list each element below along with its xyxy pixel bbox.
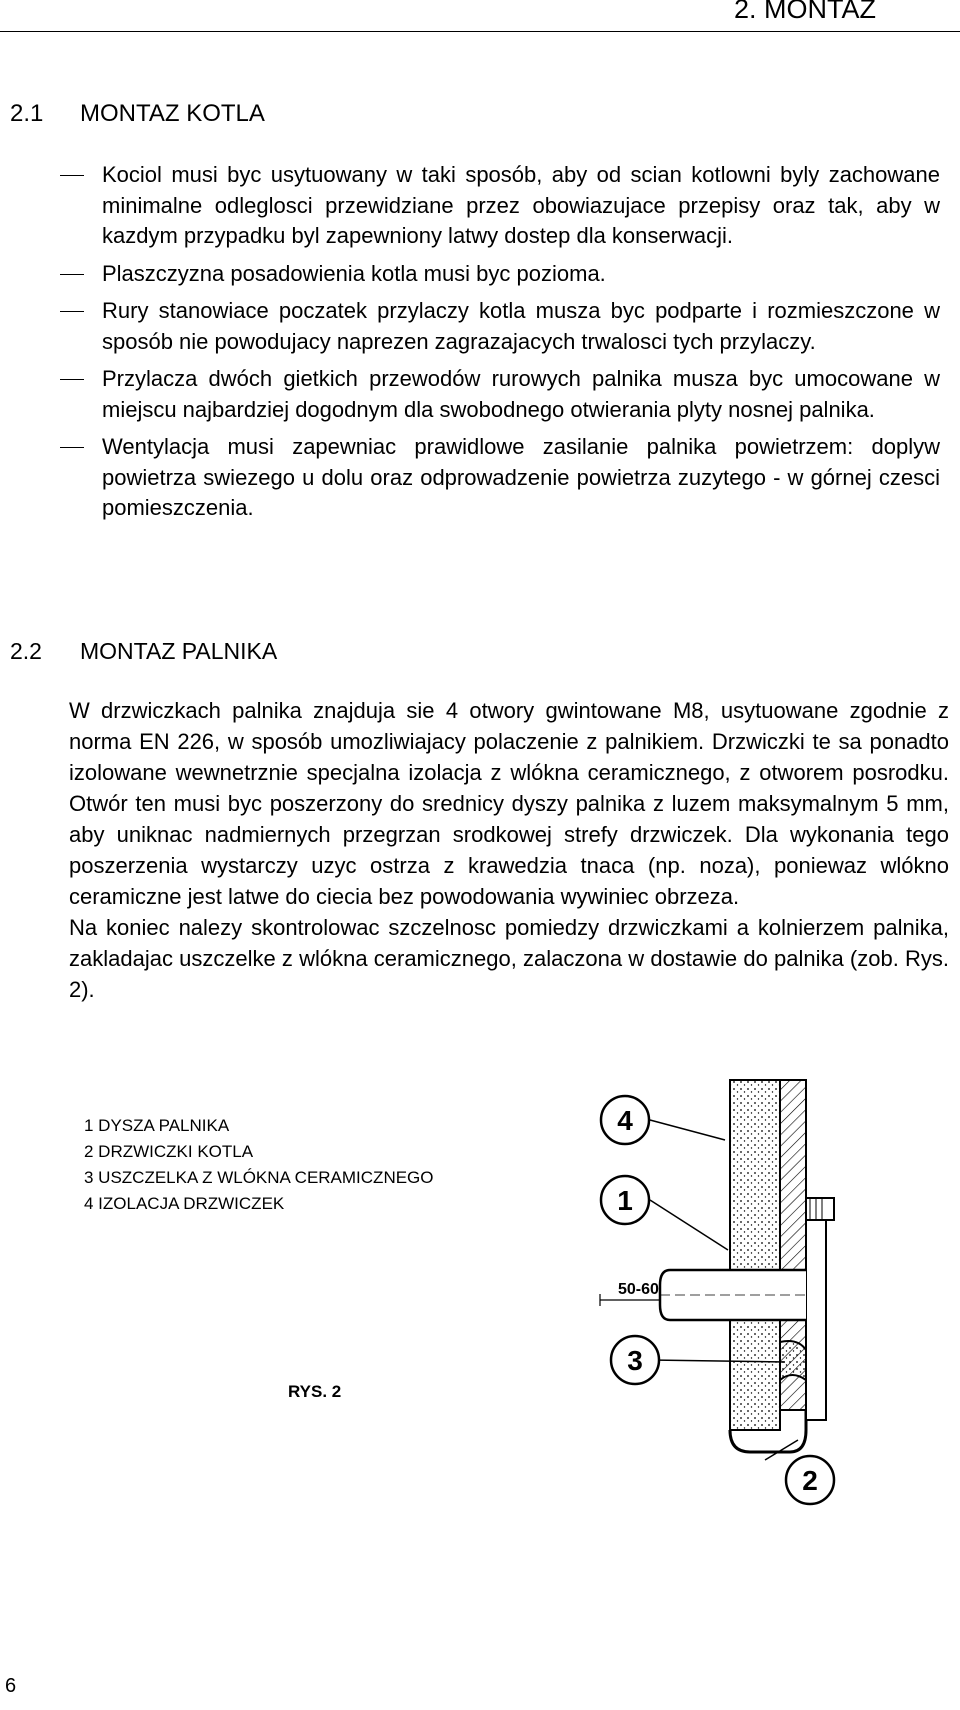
dash-bullet-icon [60, 274, 84, 275]
section-title: MONTAZ KOTLA [80, 100, 265, 127]
header-rule [0, 31, 960, 32]
list-item [60, 259, 940, 290]
section-heading-montaz-kotla [10, 100, 265, 128]
legend-item: 2 DRZWICZKI KOTLA [84, 1142, 254, 1161]
callout-label: 2 [802, 1465, 818, 1496]
list-item [60, 432, 940, 524]
dimension-label: 50-60 [618, 1281, 659, 1298]
legend-item: 1 DYSZA PALNIKA [84, 1116, 230, 1135]
list-item-text: Wentylacja musi zapewniac prawidlowe zasilanie palnika powietrzem: doplyw powietrza swiezego u dolu oraz odprowadzenie powietrza zuzytego - w górnej czesci pomieszczenia. [102, 434, 940, 520]
callout-label: 1 [617, 1185, 633, 1216]
callout-label: 4 [617, 1105, 633, 1136]
figure-legend [84, 1113, 434, 1217]
burner-door-section-drawing [617, 1080, 950, 1560]
page-number: 6 [5, 1675, 17, 1697]
section-heading-montaz-palnika [10, 638, 277, 665]
section-number: 2.1 [10, 100, 44, 127]
callout-label: 3 [627, 1345, 643, 1376]
chapter-title: 2. MONTAZ [733, 0, 876, 24]
list-item-text: Przylacza dwóch gietkich przewodów rurowych palnika musza byc umocowane w miejscu najbardziej dogodnym dla swobodnego otwierania plyty nosnej palnika. [102, 366, 940, 422]
paragraph: W drzwiczkach palnika znajduja sie 4 otwory gwintowane M8, usytuowane zgodnie z norma EN 226, w sposób umozliwiajacy polaczenie z palnikiem. Drzwiczki te sa ponadto izolowane wewnetrznie specjalna izolacja z wlókna ceramicznego, z otworem posrodku. Otwór ten musi byc poszerzony do srednicy dyszy palnika z luzem maksymalnym 5 mm, aby uniknac nadmiernych przegrzan srodkowej strefy drzwiczek. Dla wykonania tego poszerzenia wystarczy uzyc ostrza z krawedzia tnaca (np. noza), poniewaz wlókno ceramiczne jest latwe do ciecia bez powodowania wywiniec obrzeza. [69, 698, 949, 909]
list-item-text: Plaszczyzna posadowienia kotla musi byc pozioma. [102, 260, 606, 286]
section-title: MONTAZ PALNIKA [80, 638, 278, 664]
boiler-installation-list [60, 160, 940, 531]
burner-flange [806, 1220, 826, 1420]
list-item [60, 296, 940, 357]
list-item-text: Rury stanowiace poczatek przylaczy kotla musza byc podparte i rozmieszczone w sposób nie powodujacy naprezen zagrazajacych trwalosci tych przylaczy. [102, 298, 940, 354]
legend-item: 4 IZOLACJA DRZWICZEK [84, 1194, 285, 1213]
list-item [60, 160, 940, 252]
ceramic-gasket [780, 1341, 806, 1380]
figure-caption: RYS. 2 [288, 1382, 342, 1401]
dash-bullet-icon [60, 311, 84, 312]
legend-item: 3 USZCZELKA Z WLÓKNA CERAMICZNEGO [84, 1168, 434, 1187]
paragraph: Na koniec nalezy skontrolowac szczelnosc pomiedzy drzwiczkami a kolnierzem palnika, zakladajac uszczelke z wlókna ceramicznego, zalaczona w dostawie do palnika (zob. Rys. 2). [69, 915, 949, 1002]
list-item [60, 364, 940, 425]
door-insulation [730, 1080, 780, 1430]
dash-bullet-icon [60, 175, 84, 176]
dash-bullet-icon [60, 379, 84, 380]
list-item-text: Kociol musi byc usytuowany w taki sposób, aby od scian kotlowni byly zachowane minimalne odleglosci przewidziane przez obowiazujace przepisy oraz tak, aby w kazdym przypadku byl zapewniony latwy dostep dla konserwacji. [102, 162, 940, 248]
burner-installation-text [69, 695, 949, 1005]
dash-bullet-icon [60, 447, 84, 448]
section-number: 2.2 [10, 638, 42, 664]
